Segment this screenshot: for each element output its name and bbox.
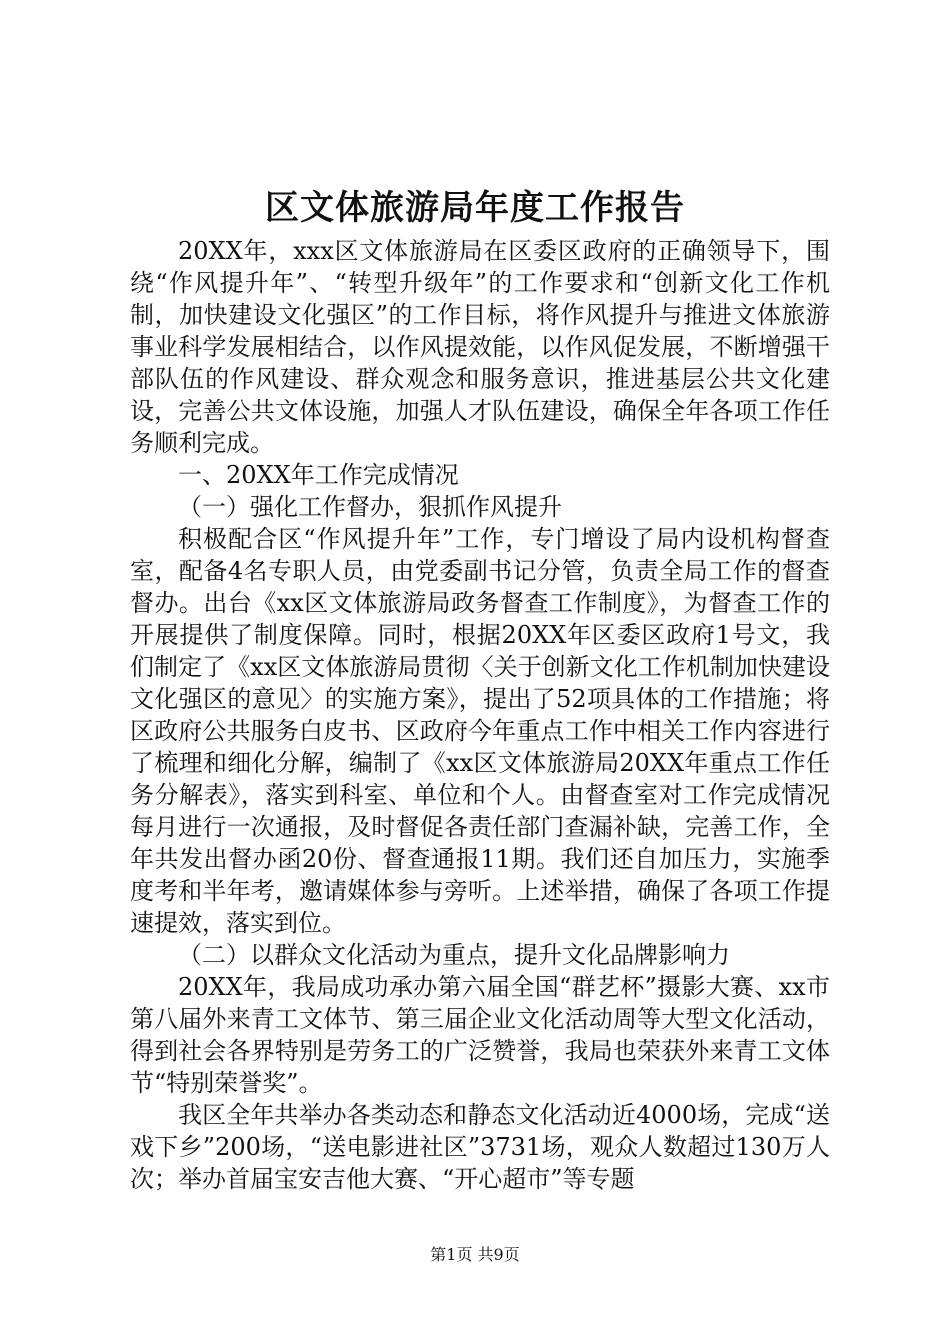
document-title: 区文体旅游局年度工作报告 xyxy=(265,188,685,228)
paragraph-supervision: 积极配合区“作风提升年”工作，专门增设了局内设机构督查室，配备4名专职人员，由党委副书记分管，负责全局工作的督查督办。出台《xx区文体旅游局政务督查工作制度》，为督查工作的开展提供了制度保障。同时，根据20XX年区委区政府1号文，我们制定了《xx区文体旅游局贯彻〈关于创新文化工作机制加快建设文化强区的意见〉的实施方案》，提出了52项具体的工作措施；将区政府公共服务白皮书、区政府今年重点工作中相关工作内容进行了梳理和细化分解，编制了《xx区文体旅游局20XX年重点工作任务分解表》，落实到科室、单位和个人。由督查室对工作完成情况每月进行一次通报，及时督促各责任部门查漏补缺，完善工作，全年共发出督办函20份、督查通报11期。我们还自加压力，实施季度考和半年考，邀请媒体参与旁听。上述举措，确保了各项工作提速提效，落实到位。 xyxy=(130,525,830,937)
paragraph-intro: 20XX年，xxx区文体旅游局在区委区政府的正确领导下，围绕“作风提升年”、“转型升级年”的工作要求和“创新文化工作机制，加快建设文化强区”的工作目标，将作风提升与推进文体旅游事业科学发展相结合，以作风提效能，以作风促发展，不断增强干部队伍的作风建设、群众观念和服务意识，推进基层公共文化建设，完善公共文体设施，加强人才队伍建设，确保全年各项工作任务顺利完成。 xyxy=(130,237,830,457)
document-body xyxy=(130,235,830,1195)
subsection-heading: （一）强化工作督办，狠抓作风提升 xyxy=(178,493,562,521)
paragraph-statistics: 我区全年共举办各类动态和静态文化活动近4000场，完成“送戏下乡”200场，“送电影进社区”3731场，观众人数超过130万人次；举办首届宝安吉他大赛、“开心超市”等专题 xyxy=(130,1101,830,1193)
section-heading: 一、20XX年工作完成情况 xyxy=(178,461,459,489)
subsection-heading: （二）以群众文化活动为重点，提升文化品牌影响力 xyxy=(178,941,730,969)
paragraph-activities: 20XX年，我局成功承办第六届全国“群艺杯”摄影大赛、xx市第八届外来青工文体节、第三届企业文化活动周等大型文化活动，得到社会各界特别是劳务工的广泛赞誉，我局也荣获外来青工文体节“特别荣誉奖”。 xyxy=(130,973,830,1097)
page-number: 第1页 共9页 xyxy=(430,1245,520,1264)
